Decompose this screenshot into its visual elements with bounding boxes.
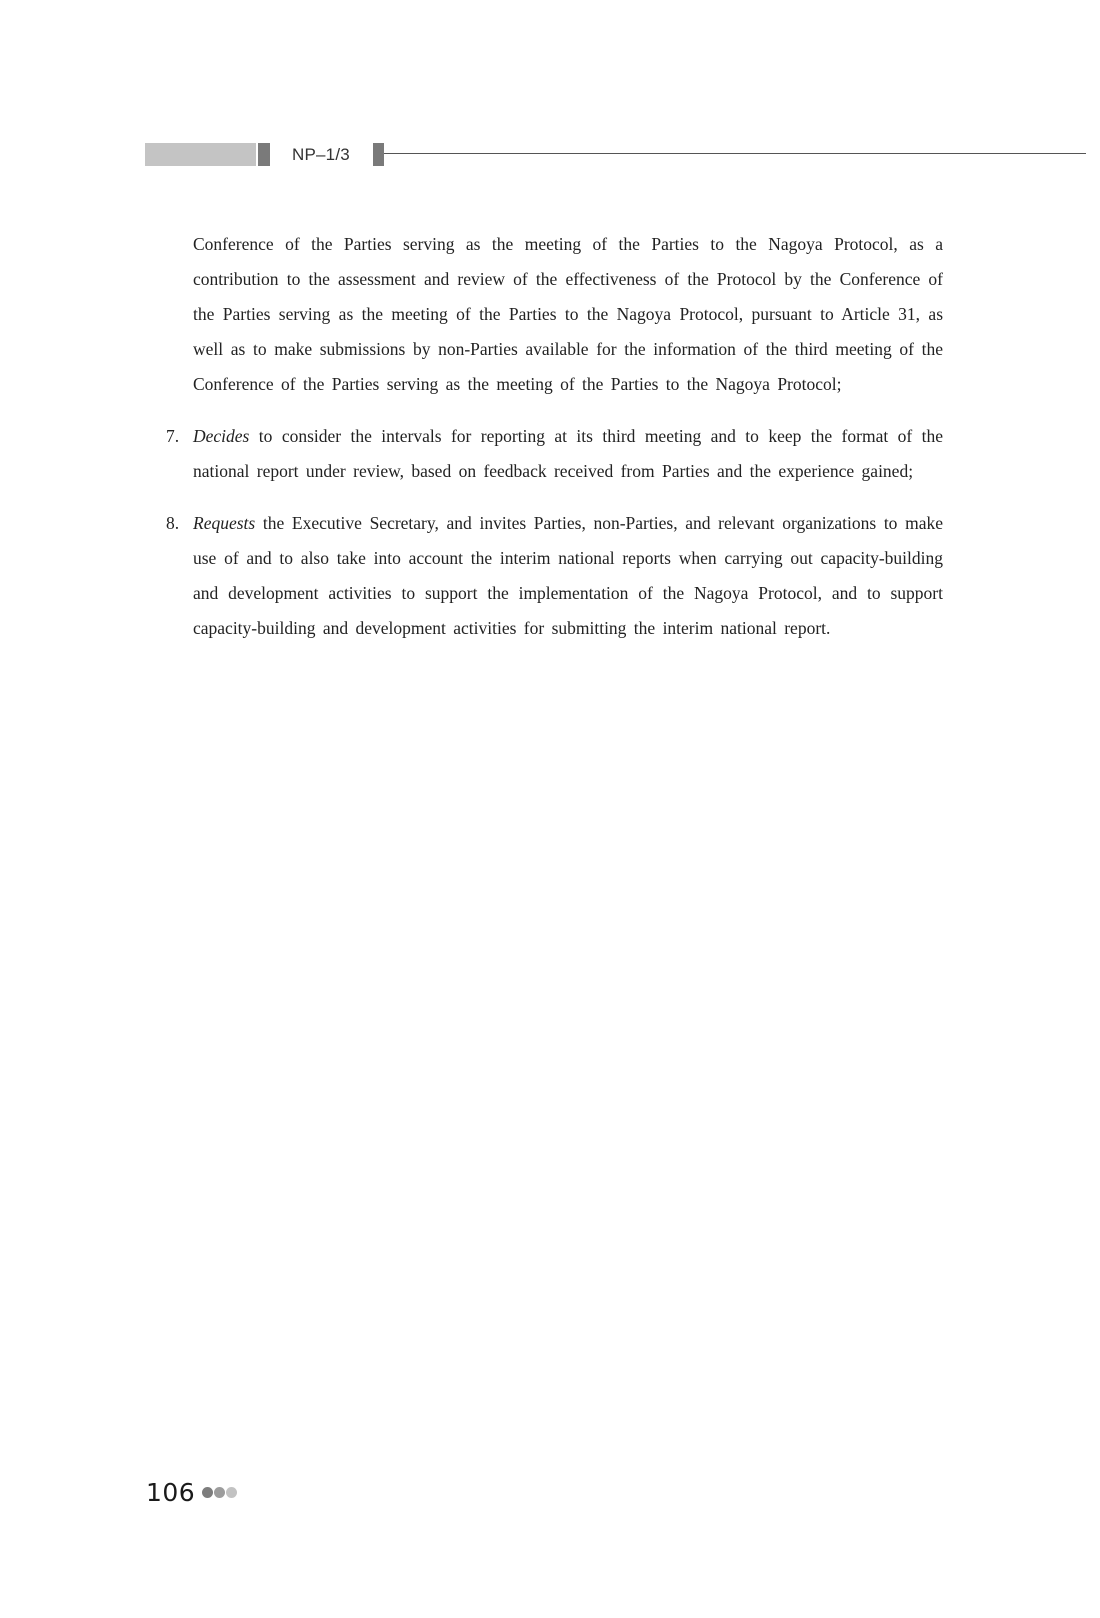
- dot-medium: [214, 1487, 225, 1498]
- operative-verb: Decides: [193, 426, 250, 446]
- continuation-text: Conference of the Parties serving as the meeting of the Parties to the Nagoya Protocol, as a contribution to the assessment and review of the effectiveness of the Protocol by the Conference of the Parties serving as the meeting of the Parties to the Nagoya Protocol, pursuant to Article 31, as well as to make submissions by non-Parties available for the information of the third meeting of the Conference of the Parties serving as the meeting of the Parties to the Nagoya Protocol;: [193, 234, 943, 394]
- header-marker: [373, 143, 384, 166]
- dot-dark: [202, 1487, 213, 1498]
- header-bar-dark: [258, 143, 270, 166]
- document-code: NP–1/3: [292, 145, 350, 164]
- paragraph-number: 8.: [166, 513, 180, 533]
- continuation-paragraph: [166, 227, 943, 402]
- header-rule: [384, 153, 1086, 154]
- operative-verb: Requests: [193, 513, 256, 533]
- header-bar-light: [145, 143, 256, 166]
- numbered-paragraph-8: [166, 506, 943, 646]
- paragraph-text: the Executive Secretary, and invites Parties, non-Parties, and relevant organizations to make use of and to also take into account the interim national reports when carrying out capacity-building and development activities to support the implementation of the Nagoya Protocol, and to support capacity-building and development activities for submitting the interim national report.: [193, 513, 943, 638]
- page-number: 106: [146, 1478, 196, 1507]
- dot-light: [226, 1487, 237, 1498]
- paragraph-number: 7.: [166, 426, 180, 446]
- paragraph-text: to consider the intervals for reporting at its third meeting and to keep the format of the national report under review, based on feedback received from Parties and the experience gained;: [193, 426, 943, 481]
- document-body: [166, 227, 943, 663]
- numbered-paragraph-7: [166, 419, 943, 489]
